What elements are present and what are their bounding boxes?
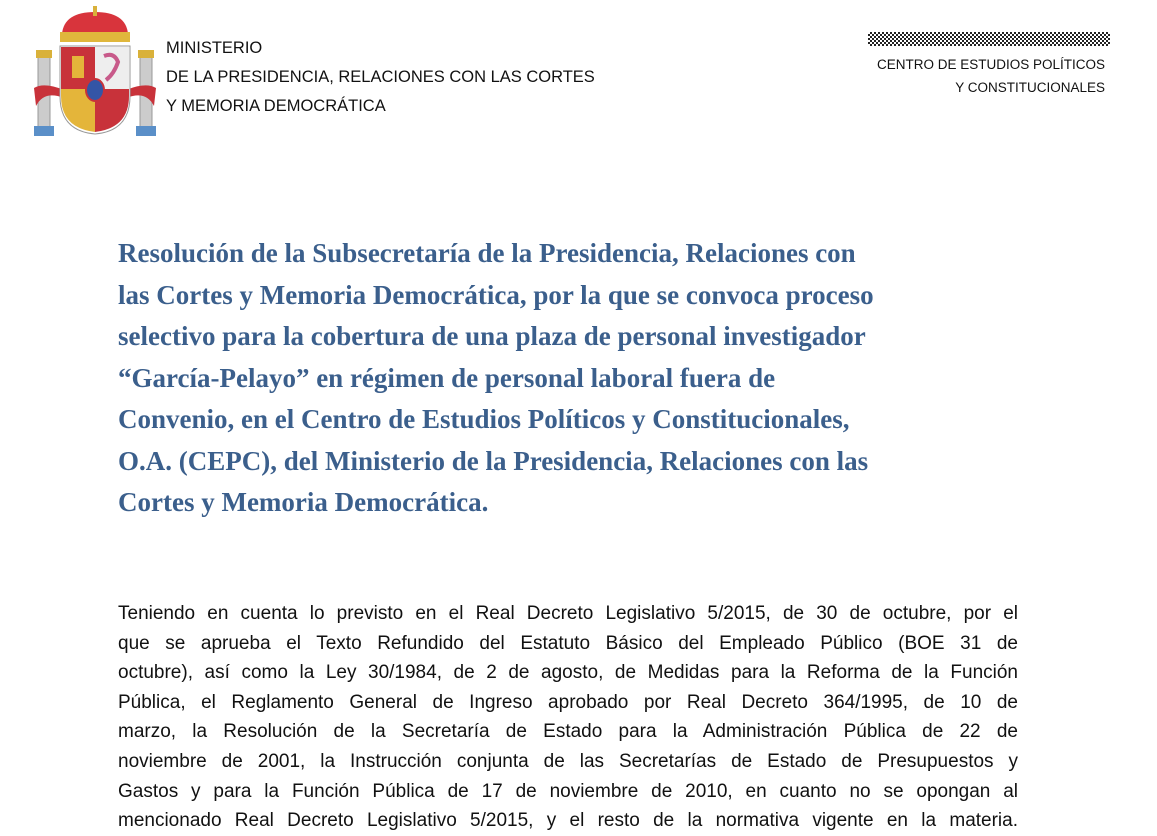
title-line: Resolución de la Subsecretaría de la Presidencia, Relaciones con <box>118 238 856 268</box>
ministry-line: MINISTERIO <box>166 39 263 57</box>
coat-of-arms-logo <box>34 6 156 138</box>
body-line: mencionado Real Decreto Legislativo 5/2015, y el resto de la normativa vigente en la materia. <box>118 810 1018 832</box>
body-line: que se aprueba el Texto Refundido del Estatuto Básico del Empleado Público (BOE 31 de <box>118 632 1018 654</box>
body-line: Gastos y para la Función Pública de 17 de noviembre de 2010, en cuanto no se opongan al <box>118 780 1018 802</box>
title-line: las Cortes y Memoria Democrática, por la que se convoca proceso <box>118 279 874 310</box>
ministry-line: Y MEMORIA DEMOCRÁTICA <box>166 97 386 115</box>
centro-line: Y CONSTITUCIONALES <box>955 80 1105 95</box>
centro-name <box>877 53 1105 99</box>
body-line: marzo, la Resolución de la Secretaría de Estado para la Administración Pública de 22 de <box>118 721 1018 743</box>
title-line: Convenio, en el Centro de Estudios Políticos y Constitucionales, <box>118 404 850 434</box>
title-line: “García-Pelayo” en régimen de personal laboral fuera de <box>118 362 776 393</box>
body-paragraph <box>118 599 1018 836</box>
body-line: Teniendo en cuenta lo previsto en el Real Decreto Legislativo 5/2015, de 30 de octubre, por el <box>118 603 1018 624</box>
checkered-bar-logo <box>868 32 1110 46</box>
body-line: noviembre de 2001, la Instrucción conjunta de las Secretarías de Estado de Presupuestos y <box>118 750 1018 772</box>
ministry-name <box>166 34 595 121</box>
title-line: Cortes y Memoria Democrática. <box>118 487 489 517</box>
title-line: selectivo para la cobertura de una plaza de personal investigador <box>118 321 866 351</box>
ministry-line: DE LA PRESIDENCIA, RELACIONES CON LAS CORTES <box>166 68 595 86</box>
body-line: octubre), así como la Ley 30/1984, de 2 de agosto, de Medidas para la Reforma de la Función <box>118 662 1018 684</box>
document-title <box>118 233 874 524</box>
body-line: Pública, el Reglamento General de Ingreso aprobado por Real Decreto 364/1995, de 10 de <box>118 691 1018 713</box>
centro-line: CENTRO DE ESTUDIOS POLÍTICOS <box>876 57 1105 72</box>
title-line: O.A. (CEPC), del Ministerio de la Presidencia, Relaciones con las <box>118 445 869 476</box>
